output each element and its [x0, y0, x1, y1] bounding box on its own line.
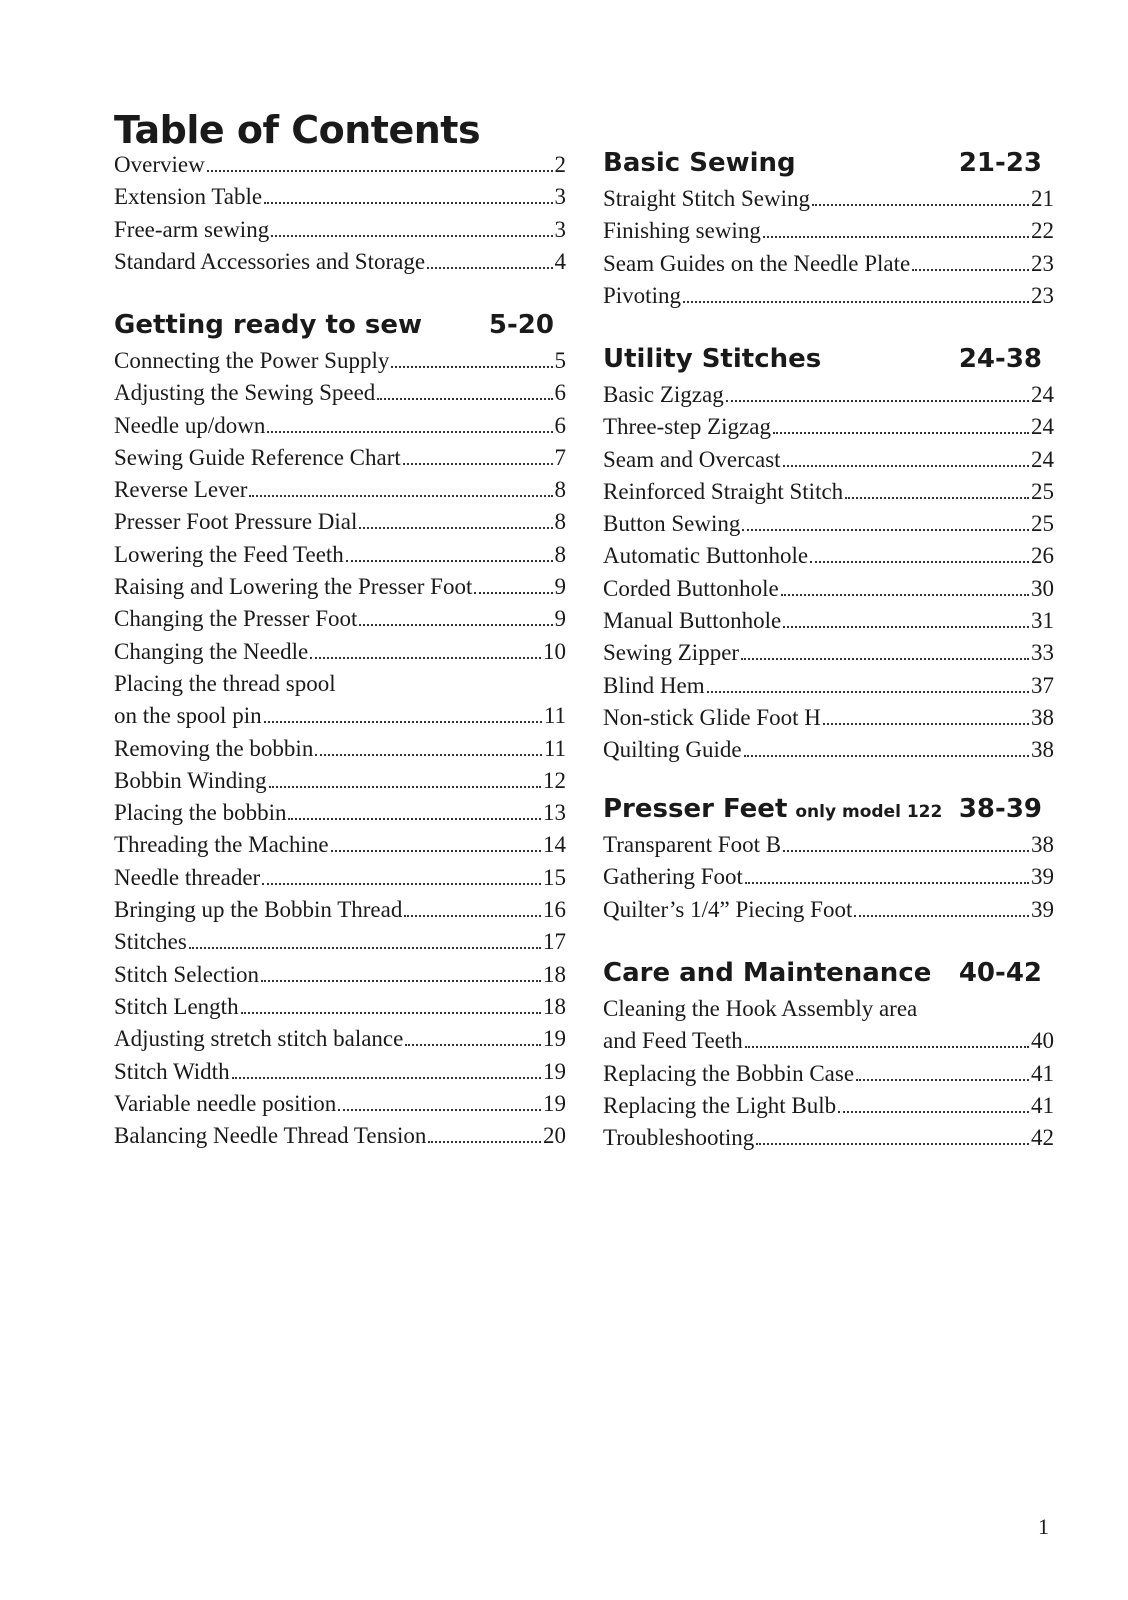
dot-leader	[707, 691, 1029, 693]
toc-entry-label: Bobbin Winding	[114, 767, 267, 793]
dot-leader	[428, 1141, 541, 1143]
toc-entry-label: Placing the bobbin	[114, 800, 287, 826]
toc-entry-label: Blind Hem	[603, 672, 705, 698]
toc-entry-page: 38	[1031, 737, 1054, 763]
toc-entry	[603, 251, 1054, 283]
toc-entry	[114, 477, 566, 509]
toc-entry	[603, 1125, 1054, 1157]
dot-leader	[742, 529, 1029, 531]
toc-entry-label: on the spool pin	[114, 703, 262, 729]
dot-leader	[264, 202, 552, 204]
section-page-range: 5-20	[488, 310, 554, 340]
toc-entry	[603, 996, 1054, 1028]
dot-leader	[854, 915, 1029, 917]
toc-entry-label: Pivoting	[603, 282, 681, 308]
toc-entry-page: 15	[543, 864, 566, 890]
dot-leader	[845, 497, 1029, 499]
dot-leader	[207, 170, 553, 172]
toc-entry-page: 8	[554, 509, 566, 535]
toc-entry-page: 37	[1031, 672, 1054, 698]
dot-leader	[241, 1012, 541, 1014]
toc-entry	[114, 1059, 566, 1091]
toc-entry-page: 19	[543, 1058, 566, 1084]
dot-leader	[726, 400, 1029, 402]
toc-entry-page: 22	[1031, 218, 1054, 244]
toc-entry	[603, 673, 1054, 705]
dot-leader	[264, 721, 542, 723]
toc-entry-label: Straight Stitch Sewing	[603, 186, 810, 211]
toc-entry-page: 39	[1031, 864, 1054, 890]
dot-leader	[271, 235, 552, 237]
dot-leader	[232, 1077, 541, 1079]
toc-entry	[114, 1091, 566, 1123]
toc-entry-label: Troubleshooting	[603, 1125, 755, 1151]
toc-entry	[603, 864, 1054, 896]
toc-entry-label: Free-arm sewing	[114, 216, 270, 242]
toc-entry-label: Stitch Selection	[114, 961, 260, 987]
dot-leader	[745, 1046, 1029, 1048]
toc-entry-page: 18	[543, 961, 566, 987]
toc-entry-page: 18	[543, 993, 566, 1019]
toc-entry	[603, 186, 1054, 218]
toc-entry-label: Removing the bobbin	[114, 735, 314, 761]
toc-entry-label: Replacing the Light Bulb	[603, 1092, 837, 1118]
dot-leader	[783, 850, 1029, 852]
toc-entry	[114, 800, 566, 832]
toc-entry	[114, 217, 566, 249]
toc-entry-label: Finishing sewing	[603, 218, 761, 244]
page-title: Table of Contents	[114, 108, 481, 152]
dot-leader	[404, 915, 541, 917]
dot-leader	[315, 754, 542, 756]
dot-leader	[405, 1044, 541, 1046]
toc-entry	[603, 283, 1054, 315]
section-page-range: 38-39	[958, 794, 1042, 824]
toc-entry-page: 24	[1031, 382, 1054, 407]
toc-entry-label: Automatic Buttonhole	[603, 543, 809, 569]
section-title: Basic Sewing	[603, 148, 796, 178]
toc-entry	[603, 511, 1054, 543]
section-entries	[603, 996, 1054, 1157]
toc-entry-label: Adjusting stretch stitch balance	[114, 1026, 404, 1052]
toc-entry-label: Overview	[114, 152, 205, 177]
toc-entry-label: Sewing Guide Reference Chart	[114, 444, 401, 470]
dot-leader	[346, 560, 553, 562]
section-page-range: 24-38	[958, 344, 1042, 374]
section-title: Presser Feet	[603, 794, 788, 824]
toc-entry-page: 24	[1031, 446, 1054, 472]
toc-entry-page: 5	[554, 348, 566, 373]
toc-entry	[603, 447, 1054, 479]
dot-leader	[773, 432, 1029, 434]
toc-entry-page: 24	[1031, 414, 1054, 440]
toc-entry-label: Replacing the Bobbin Case	[603, 1060, 855, 1086]
toc-entry	[114, 348, 566, 380]
dot-leader	[783, 626, 1029, 628]
toc-entry	[603, 1093, 1054, 1125]
dot-leader	[331, 850, 541, 852]
toc-entry-page: 11	[543, 735, 566, 761]
intro-section	[114, 152, 566, 281]
toc-entry	[114, 994, 566, 1026]
toc-entry-page: 41	[1031, 1092, 1054, 1118]
section-entries	[603, 186, 1054, 315]
toc-entry	[603, 608, 1054, 640]
section-title: Utility Stitches	[603, 344, 822, 374]
toc-entry	[114, 768, 566, 800]
toc-entry-page: 42	[1031, 1125, 1054, 1151]
toc-entry	[114, 413, 566, 445]
section-heading	[603, 344, 1054, 382]
toc-entry	[114, 184, 566, 216]
toc-entry-label: Non-stick Glide Foot H	[603, 704, 821, 730]
toc-entry-label: Quilting Guide	[603, 737, 742, 763]
dot-leader	[249, 495, 552, 497]
toc-entry-page: 7	[554, 444, 566, 470]
toc-entry-label: Adjusting the Sewing Speed	[114, 380, 376, 406]
toc-entry-label: Stitch Length	[114, 993, 239, 1019]
toc-entry-page: 3	[554, 216, 566, 242]
dot-leader	[359, 527, 552, 529]
section-entries	[114, 348, 566, 1155]
dot-leader	[856, 1079, 1029, 1081]
toc-entry	[603, 897, 1054, 929]
toc-entry	[114, 249, 566, 281]
dot-leader	[810, 561, 1029, 563]
toc-entry	[114, 1026, 566, 1058]
toc-entry-label: Extension Table	[114, 184, 263, 210]
toc-entry	[114, 736, 566, 768]
toc-entry-label: Transparent Foot B	[603, 832, 782, 857]
dot-leader	[391, 366, 552, 368]
dot-leader	[427, 267, 552, 269]
toc-entry-page: 9	[554, 574, 566, 600]
toc-entry-label: Placing the thread spool	[114, 670, 336, 696]
section-page-range: 21-23	[958, 148, 1042, 178]
toc-entry	[114, 703, 566, 735]
toc-entry-label: Presser Foot Pressure Dial	[114, 509, 358, 535]
toc-entry-label: Cleaning the Hook Assembly area	[603, 996, 918, 1021]
section-entries	[603, 382, 1054, 770]
toc-entry-label: Needle up/down	[114, 412, 266, 438]
utility-stitches-section	[603, 344, 1054, 770]
dot-leader	[403, 463, 553, 465]
toc-entry-page: 26	[1031, 543, 1054, 569]
toc-entry-page: 17	[543, 929, 566, 955]
toc-entry-page: 23	[1031, 282, 1054, 308]
toc-entry-page: 25	[1031, 478, 1054, 504]
toc-entry-page: 41	[1031, 1060, 1054, 1086]
dot-leader	[838, 1111, 1029, 1113]
toc-entry	[114, 380, 566, 412]
dot-leader	[269, 786, 541, 788]
toc-entry	[114, 897, 566, 929]
toc-entry-page: 19	[543, 1026, 566, 1052]
section-note: only model 122	[795, 802, 943, 822]
toc-entry	[114, 445, 566, 477]
section-heading	[603, 794, 1054, 832]
toc-entry-page: 23	[1031, 250, 1054, 276]
toc-entry-label: Bringing up the Bobbin Thread	[114, 897, 403, 923]
section-entries	[603, 832, 1054, 929]
dot-leader	[745, 882, 1029, 884]
toc-entry-page: 10	[543, 638, 566, 664]
toc-entry-label: Changing the Presser Foot	[114, 606, 358, 632]
toc-entry-label: Seam and Overcast	[603, 446, 781, 472]
section-title: Getting ready to sew	[114, 310, 423, 340]
dot-leader	[261, 980, 541, 982]
dot-leader	[288, 818, 541, 820]
toc-entry-page: 38	[1031, 704, 1054, 730]
dot-leader	[338, 1109, 541, 1111]
toc-entry-page: 16	[543, 897, 566, 923]
toc-entry	[114, 574, 566, 606]
toc-entry	[603, 737, 1054, 769]
toc-entry-label: Basic Zigzag	[603, 382, 724, 407]
toc-entry	[114, 542, 566, 574]
toc-entry-label: Seam Guides on the Needle Plate	[603, 250, 911, 276]
toc-entry	[603, 1061, 1054, 1093]
dot-leader	[756, 1143, 1029, 1145]
toc-entry-page: 19	[543, 1090, 566, 1116]
toc-entry-label: Button Sewing	[603, 511, 741, 537]
toc-entry-page: 2	[554, 152, 566, 177]
dot-leader	[267, 431, 552, 433]
section-page-range: 40-42	[958, 958, 1042, 988]
dot-leader	[912, 269, 1029, 271]
toc-entry-label: Quilter’s 1/4” Piecing Foot	[603, 896, 853, 922]
dot-leader	[189, 947, 541, 949]
dot-leader	[474, 592, 552, 594]
dot-leader	[812, 204, 1029, 206]
toc-entry	[603, 576, 1054, 608]
toc-entry-page: 33	[1031, 640, 1054, 666]
dot-leader	[262, 883, 541, 885]
toc-entry	[114, 671, 566, 703]
section-title-group	[603, 794, 942, 824]
care-section	[603, 958, 1054, 1157]
getting-ready-section	[114, 310, 566, 1155]
toc-entry-page: 31	[1031, 608, 1054, 634]
toc-entry-label: Connecting the Power Supply	[114, 348, 390, 373]
page-number: 1	[1038, 1514, 1049, 1539]
toc-entry	[603, 1028, 1054, 1060]
toc-entry-label: Standard Accessories and Storage	[114, 248, 426, 274]
dot-leader	[783, 465, 1029, 467]
toc-entry-page: 25	[1031, 511, 1054, 537]
toc-entry	[114, 509, 566, 541]
toc-entry-page: 8	[554, 477, 566, 503]
dot-leader	[683, 301, 1029, 303]
toc-entry-label: Reverse Lever	[114, 477, 248, 503]
toc-entry-page: 3	[554, 184, 566, 210]
toc-entry	[603, 543, 1054, 575]
toc-entry-label: Threading the Machine	[114, 832, 329, 858]
toc-entry-page: 4	[554, 248, 566, 274]
toc-entry	[114, 865, 566, 897]
toc-entry-label: Sewing Zipper	[603, 640, 740, 666]
toc-entry-page: 30	[1031, 575, 1054, 601]
toc-entry	[603, 640, 1054, 672]
toc-entry-page: 40	[1031, 1028, 1054, 1054]
toc-entry-page: 13	[543, 800, 566, 826]
toc-entry-page: 6	[554, 412, 566, 438]
toc-entry	[114, 832, 566, 864]
toc-entry-page: 21	[1031, 186, 1054, 211]
toc-entry-label: Gathering Foot	[603, 864, 743, 890]
dot-leader	[359, 624, 552, 626]
toc-entry	[603, 382, 1054, 414]
toc-entry-label: Manual Buttonhole	[603, 608, 782, 634]
section-heading	[603, 148, 1054, 186]
presser-feet-section	[603, 794, 1054, 929]
section-heading	[603, 958, 1054, 996]
toc-entry	[603, 705, 1054, 737]
toc-entry-label: and Feed Teeth	[603, 1028, 743, 1054]
toc-entry-label: Stitch Width	[114, 1058, 230, 1084]
toc-entry-label: Changing the Needle	[114, 638, 309, 664]
toc-entry-page: 9	[554, 606, 566, 632]
toc-entry-page: 6	[554, 380, 566, 406]
toc-entry-page: 11	[543, 703, 566, 729]
section-title: Care and Maintenance	[603, 958, 932, 988]
toc-entry-label: Three-step Zigzag	[603, 414, 771, 440]
toc-entry-label: Stitches	[114, 929, 187, 955]
toc-entry-page: 12	[543, 767, 566, 793]
section-heading	[114, 310, 566, 348]
toc-entry	[603, 218, 1054, 250]
toc-entry	[114, 962, 566, 994]
dot-leader	[781, 594, 1029, 596]
toc-entry	[114, 1123, 566, 1155]
toc-entry-label: Variable needle position	[114, 1090, 337, 1116]
dot-leader	[823, 723, 1029, 725]
toc-entry	[603, 832, 1054, 864]
basic-sewing-section	[603, 148, 1054, 315]
toc-entry-page: 8	[554, 541, 566, 567]
toc-entry-label: Balancing Needle Thread Tension	[114, 1123, 427, 1149]
toc-entry-page: 14	[543, 832, 566, 858]
dot-leader	[763, 236, 1029, 238]
toc-entry	[114, 639, 566, 671]
toc-entry-page: 39	[1031, 896, 1054, 922]
toc-entry	[603, 479, 1054, 511]
dot-leader	[741, 658, 1029, 660]
toc-entry-label: Lowering the Feed Teeth	[114, 541, 344, 567]
toc-entry	[114, 152, 566, 184]
toc-entry	[603, 414, 1054, 446]
toc-entry	[114, 929, 566, 961]
dot-leader	[310, 657, 541, 659]
toc-entry-label: Needle threader	[114, 864, 261, 890]
toc-entry-label: Raising and Lowering the Presser Foot	[114, 574, 473, 600]
toc-entry-label: Reinforced Straight Stitch	[603, 478, 844, 504]
toc-entry	[114, 606, 566, 638]
toc-entry-label: Corded Buttonhole	[603, 575, 779, 601]
toc-entry-page: 38	[1031, 832, 1054, 857]
dot-leader	[377, 398, 552, 400]
toc-entry-page: 20	[543, 1123, 566, 1149]
dot-leader	[744, 755, 1029, 757]
